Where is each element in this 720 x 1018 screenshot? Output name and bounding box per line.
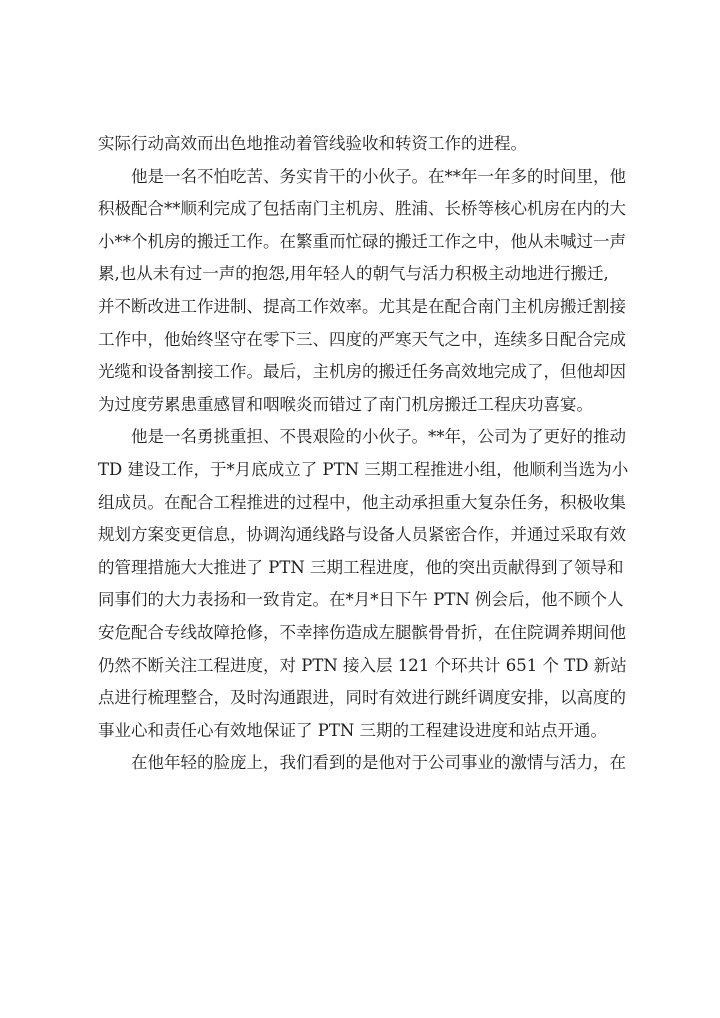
text-line-content: 积极配合**顺利完成了包括南门主机房、胜浦、长桥等核心机房在内的大 xyxy=(98,199,626,219)
paragraph-first-line xyxy=(98,161,630,194)
text-line-content: 工作中，他始终坚守在零下三、四度的严寒天气之中，连续多日配合完成 xyxy=(98,329,626,349)
text-line xyxy=(98,454,630,487)
text-line xyxy=(98,389,630,422)
text-line xyxy=(98,291,630,324)
text-line-content: 小**个机房的搬迁工作。在繁重而忙碌的搬迁工作之中，他从未喊过一声 xyxy=(98,231,626,251)
text-line xyxy=(98,682,630,715)
text-line xyxy=(98,193,630,226)
text-line-content: 事业心和责任心有效地保证了 PTN 三期的工程建设进度和站点开通。 xyxy=(98,720,608,740)
text-line-content: TD 建设工作，于*月底成立了 PTN 三期工程推进小组，他顺利当选为小 xyxy=(98,459,629,479)
text-line xyxy=(98,650,630,683)
text-line-content: 他是一名勇挑重担、不畏艰险的小伙子。**年，公司为了更好的推动 xyxy=(131,427,626,447)
text-line-content: 光缆和设备割接工作。最后，主机房的搬迁任务高效地完成了，但他却因 xyxy=(98,362,626,382)
text-line xyxy=(98,715,630,748)
text-line xyxy=(98,552,630,585)
text-line-content: 仍然不断关注工程进度，对 PTN 接入层 121 个环共计 651 个 TD 新站 xyxy=(98,655,627,675)
text-line-content: 为过度劳累患重感冒和咽喉炎而错过了南门机房搬迁工程庆功喜宴。 xyxy=(98,394,593,414)
text-line xyxy=(98,356,630,389)
text-line-content: 并不断改进工作进制、提高工作效率。尤其是在配合南门主机房搬迁割接 xyxy=(98,296,626,316)
paragraph-first-line xyxy=(98,747,630,780)
text-line xyxy=(98,487,630,520)
text-line xyxy=(98,617,630,650)
text-line-content: 点进行梳理整合，及时沟通跟进，同时有效进行跳纤调度安排，以高度的 xyxy=(98,688,626,708)
text-line xyxy=(98,324,630,357)
text-line xyxy=(98,258,630,291)
text-line-content: 安危配合专线故障抢修，不幸摔伤造成左腿髌骨骨折，在住院调养期间他 xyxy=(98,622,626,642)
text-line xyxy=(98,584,630,617)
text-line-content: 在他年轻的脸庞上，我们看到的是他对于公司事业的激情与活力，在 xyxy=(131,753,626,773)
text-line-content: 的管理措施大大推进了 PTN 三期工程进度，他的突出贡献得到了领导和 xyxy=(98,557,624,577)
text-line-content: 实际行动高效而出色地推动着管线验收和转资工作的进程。 xyxy=(98,134,527,153)
paragraph-first-line xyxy=(98,421,630,454)
text-line-content: 组成员。在配合工程推进的过程中，他主动承担重大复杂任务，积极收集 xyxy=(98,492,626,512)
text-line-content: 累,也从未有过一声的抱怨,用年轻人的朝气与活力积极主动地进行搬迁, xyxy=(98,264,609,284)
text-line xyxy=(98,128,630,161)
text-line xyxy=(98,226,630,259)
text-line-content: 他是一名不怕吃苦、务实肯干的小伙子。在**年一年多的时间里，他 xyxy=(131,166,626,186)
document-body xyxy=(98,128,630,780)
text-line-content: 同事们的大力表扬和一致肯定。在*月*日下午 PTN 例会后，他不顾个人 xyxy=(98,590,624,610)
text-line xyxy=(98,519,630,552)
text-line-content: 规划方案变更信息，协调沟通线路与设备人员紧密合作，并通过采取有效 xyxy=(98,525,626,545)
